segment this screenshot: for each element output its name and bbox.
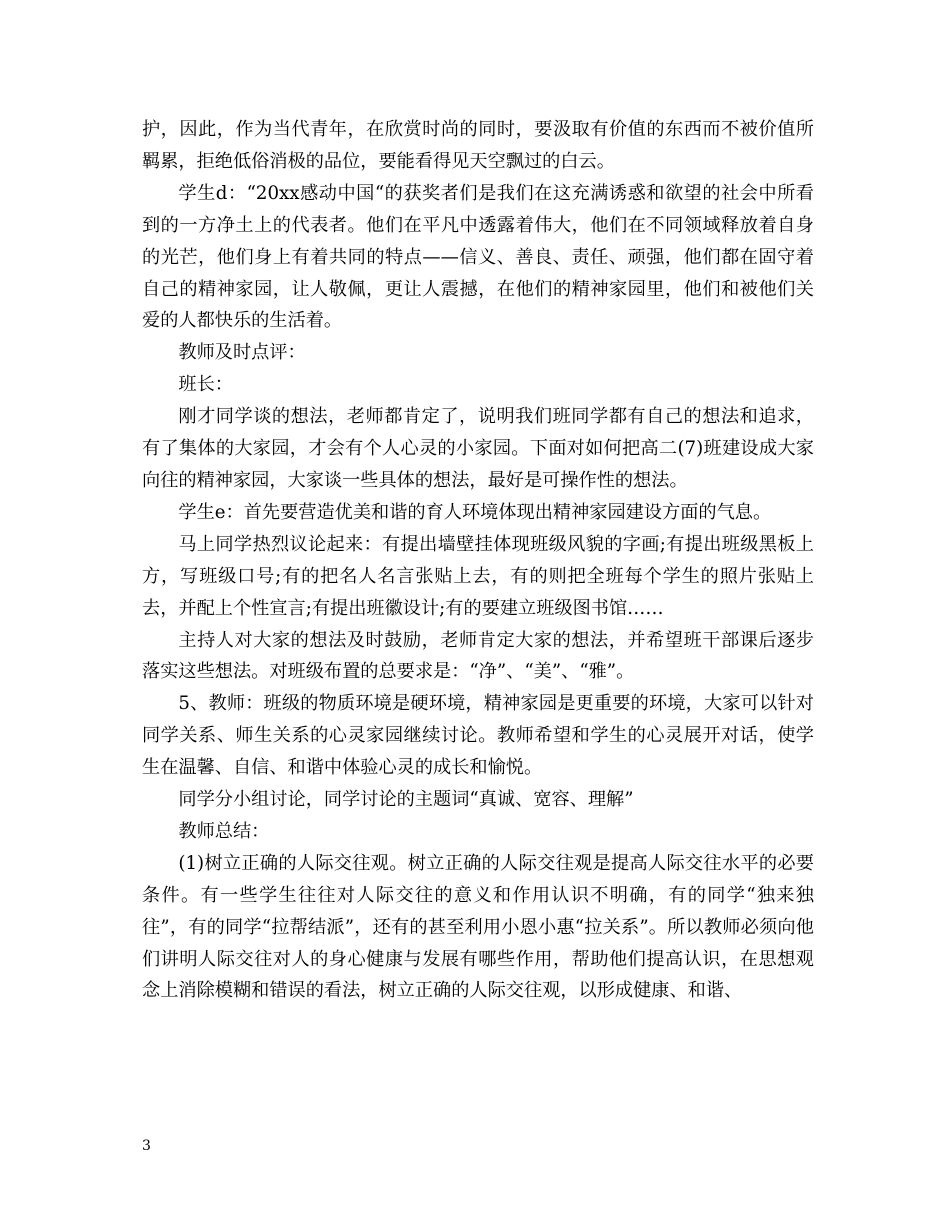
document-body bbox=[142, 114, 814, 1007]
paragraph: 教师总结： bbox=[178, 820, 270, 842]
paragraph: 学生e：首先要营造优美和谐的育人环境体现出精神家园建设方面的气息。 bbox=[178, 501, 772, 523]
page-number: 3 bbox=[142, 1138, 151, 1154]
paragraph: 5、教师：班级的物质环境是硬环境，精神家园是更重要的环境，大家可以针对同学关系、师生关系的心灵家园继续讨论。教师希望和学生的心灵展开对话，使学生在温馨、自信、和谐中体验心灵的成长和愉悦。 bbox=[142, 693, 814, 779]
paragraph: 教师及时点评： bbox=[178, 342, 306, 364]
paragraph: 刚才同学谈的想法，老师都肯定了，说明我们班同学都有自己的想法和追求，有了集体的大家园，才会有个人心灵的小家园。下面对如何把高二(7)班建设成大家向往的精神家园，大家谈一些具体的想法，最好是可操作性的想法。 bbox=[142, 406, 814, 491]
paragraph: 护，因此，作为当代青年，在欣赏时尚的同时，要汲取有价值的东西而不被价值所羁累，拒绝低俗消极的品位，要能看得见天空飘过的白云。 bbox=[142, 119, 814, 172]
paragraph: 学生d：“20xx感动中国“的获奖者们是我们在这充满诱惑和欲望的社会中所看到的一方净土上的代表者。他们在平凡中透露着伟大，他们在不同领域释放着自身的光芒，他们身上有着共同的特点——信义、善良、责任、顽强，他们都在固守着自己的精神家园，让人敬佩，更让人震撼，在他们的精神家园里，他们和被他们关爱的人都快乐的生活着。 bbox=[142, 182, 814, 332]
paragraph: 主持人对大家的想法及时鼓励，老师肯定大家的想法，并希望班干部课后逐步落实这些想法。对班级布置的总要求是：“净”、“美”、“雅”。 bbox=[142, 629, 814, 683]
paragraph: 班长： bbox=[178, 374, 233, 396]
paragraph: (1)树立正确的人际交往观。树立正确的人际交往观是提高人际交往水平的必要条件。有一些学生往往对人际交往的意义和作用认识不明确，有的同学“独来独往”，有的同学“拉帮结派”，还有的甚至利用小恩小惠“拉关系”。所以教师必须向他们讲明人际交往对人的身心健康与发展有哪些作用，帮助他们提高认识，在思想观念上消除模糊和错误的看法，树立正确的人际交往观，以形成健康、和谐、 bbox=[142, 852, 814, 1002]
paragraph: 同学分小组讨论，同学讨论的主题词“真诚、宽容、理解” bbox=[178, 789, 634, 811]
paragraph: 马上同学热烈议论起来：有提出墙壁挂体现班级风貌的字画;有提出班级黑板上方，写班级口号;有的把名人名言张贴上去，有的则把全班每个学生的照片张贴上去，并配上个性宣言;有提出班徽设计;有的要建立班级图书馆…… bbox=[142, 533, 814, 619]
